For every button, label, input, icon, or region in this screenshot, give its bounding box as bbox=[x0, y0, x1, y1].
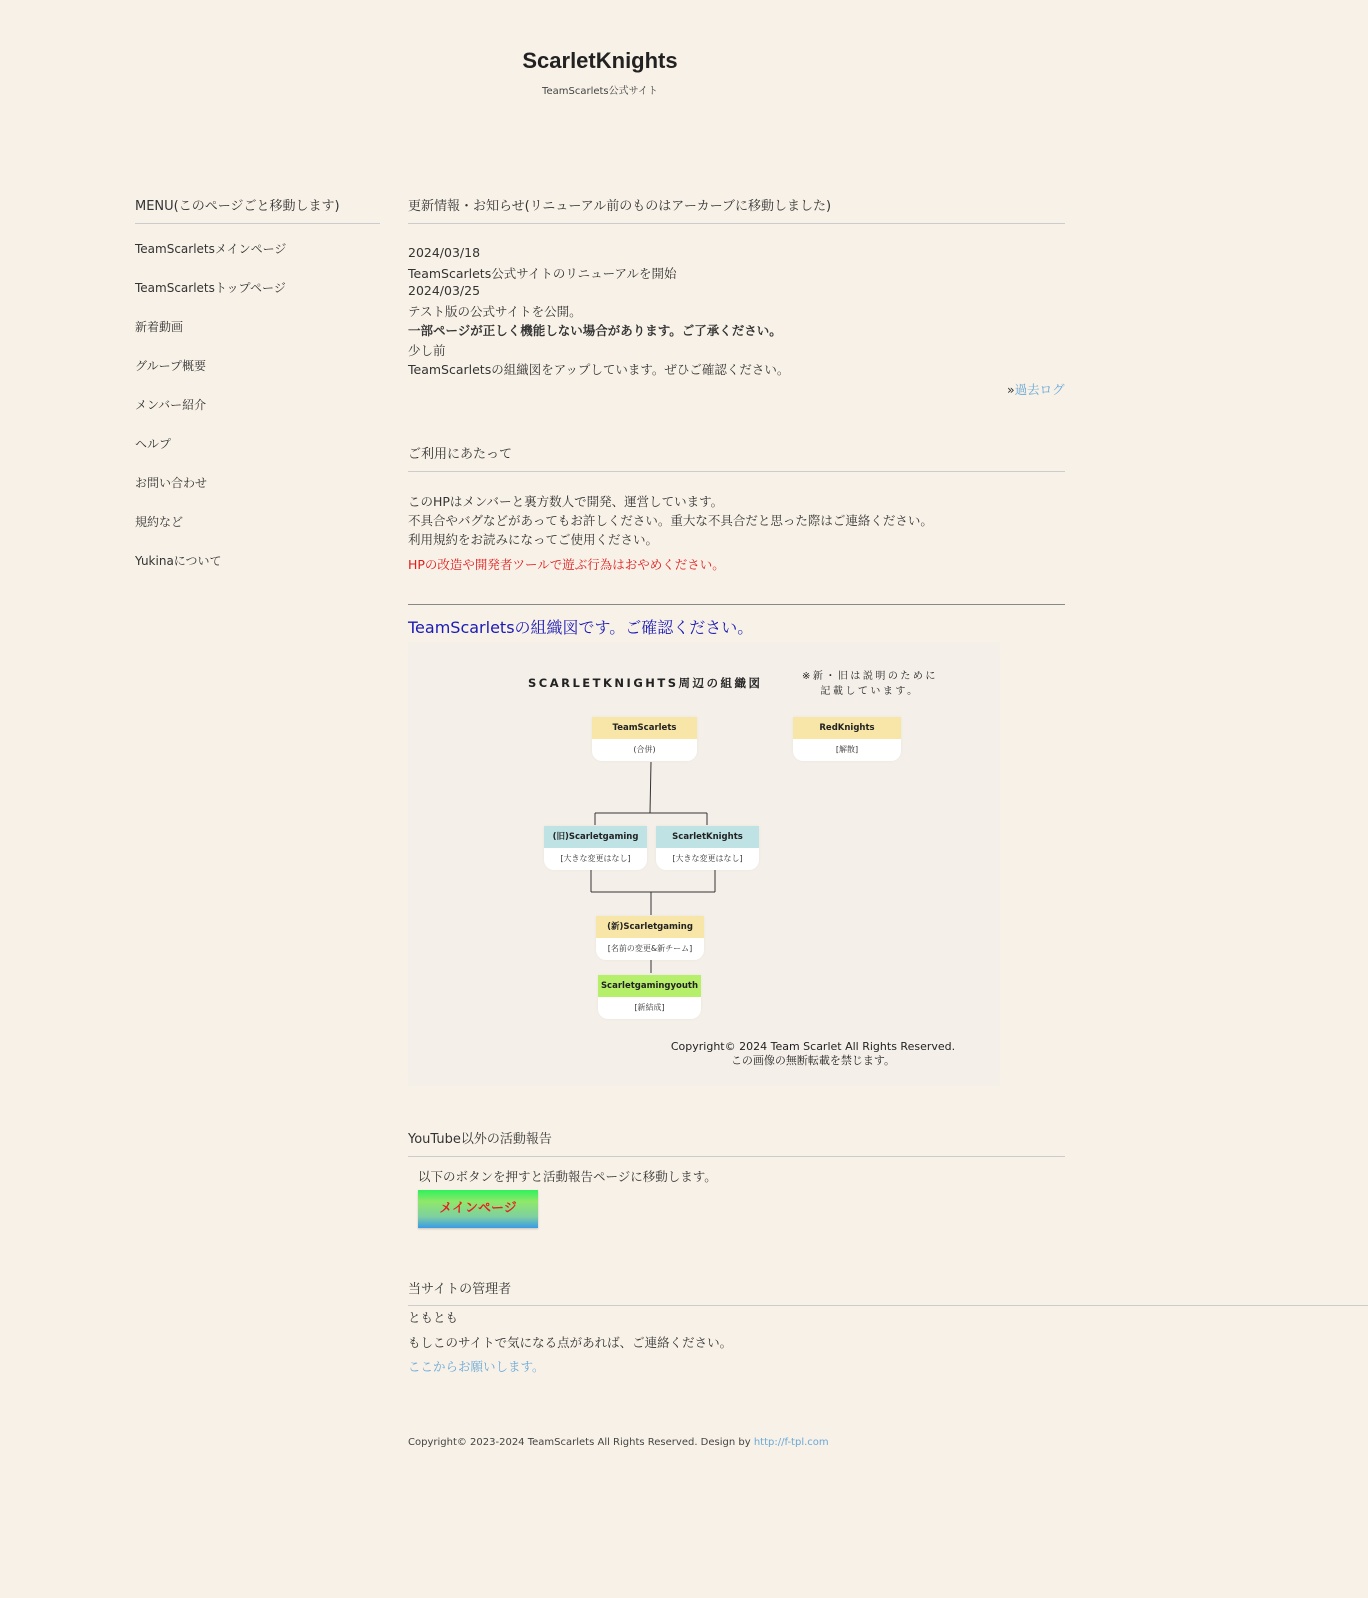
news-text: テスト版の公式サイトを公開。 bbox=[408, 304, 582, 319]
org-copyright-line: この画像の無断転載を禁じます。 bbox=[730, 1054, 896, 1067]
org-node-status: [新結成] bbox=[634, 1003, 665, 1012]
footer-copyright: Copyright© 2023-2024 TeamScarlets All Rights Reserved. Design by bbox=[408, 1437, 754, 1448]
org-node-name: (旧)Scarletgaming bbox=[544, 826, 647, 848]
admin-name: ともとも bbox=[408, 1310, 459, 1325]
org-node-name: RedKnights bbox=[793, 717, 901, 739]
org-chart-image bbox=[408, 642, 1000, 1086]
sidebar-item-new-videos[interactable]: 新着動画 bbox=[135, 320, 184, 334]
org-node-name: TeamScarlets bbox=[592, 717, 697, 739]
org-heading: TeamScarletsの組織図です。ご確認ください。 bbox=[408, 618, 754, 637]
activity-section-title: YouTube以外の活動報告 bbox=[408, 1128, 1065, 1157]
org-node-status: [解散] bbox=[835, 745, 859, 754]
site-subtitle: TeamScarlets公式サイト bbox=[542, 86, 658, 97]
admin-section-title: 当サイトの管理者 bbox=[408, 1282, 512, 1297]
archive-link-row bbox=[1007, 380, 1065, 398]
org-node-new-scarletgaming bbox=[596, 916, 704, 960]
org-node-redknights bbox=[793, 717, 901, 761]
news-date: 2024/03/25 bbox=[408, 283, 481, 298]
sidebar-item-help[interactable]: ヘルプ bbox=[135, 437, 172, 451]
org-node-status: [名前の変更&新チーム] bbox=[607, 944, 693, 953]
org-node-status: (合併) bbox=[633, 745, 656, 754]
news-warning: 一部ページが正しく機能しない場合があります。ご了承ください。 bbox=[408, 323, 782, 338]
org-node-name: ScarletKnights bbox=[656, 826, 759, 848]
org-note-line: 記載しています。 bbox=[820, 686, 920, 697]
menu-title: MENU(このページごと移動します) bbox=[135, 195, 380, 224]
site-title[interactable]: ScarletKnights bbox=[522, 48, 678, 73]
org-node-status: [大きな変更はなし] bbox=[560, 854, 631, 863]
contact-link[interactable]: ここからお願いします。 bbox=[408, 1359, 545, 1374]
org-node-scarletknights bbox=[656, 826, 759, 870]
usage-text: 不具合やバグなどがあってもお許しください。重大な不具合だと思った際はご連絡ください。 bbox=[408, 513, 933, 528]
news-text: TeamScarletsの組織図をアップしています。ぜひご確認ください。 bbox=[408, 362, 790, 377]
org-node-teamscarlets bbox=[592, 717, 697, 761]
sidebar-item-about-yukina[interactable]: Yukinaについて bbox=[135, 554, 222, 568]
news-date: 少し前 bbox=[408, 343, 446, 358]
footer bbox=[408, 1437, 829, 1448]
org-chart-title: SCARLETKNIGHTS周辺の組織図 bbox=[528, 676, 763, 690]
sidebar-item-top-page[interactable]: TeamScarletsトップページ bbox=[135, 281, 286, 295]
usage-section-title: ご利用にあたって bbox=[408, 443, 1065, 472]
org-node-name: Scarletgamingyouth bbox=[598, 975, 701, 997]
main-page-button[interactable]: メインページ bbox=[418, 1190, 538, 1228]
design-link[interactable]: http://f-tpl.com bbox=[753, 1437, 829, 1448]
org-node-old-scarletgaming bbox=[544, 826, 647, 870]
org-node-name: (新)Scarletgaming bbox=[596, 916, 704, 938]
divider bbox=[408, 1305, 1368, 1306]
usage-warning: HPの改造や開発者ツールで遊ぶ行為はおやめください。 bbox=[408, 557, 725, 572]
divider bbox=[408, 604, 1065, 605]
usage-text: 利用規約をお読みになってご使用ください。 bbox=[408, 532, 659, 547]
archive-link[interactable]: 過去ログ bbox=[1014, 382, 1065, 397]
sidebar-item-contact[interactable]: お問い合わせ bbox=[135, 476, 208, 490]
activity-text: 以下のボタンを押すと活動報告ページに移動します。 bbox=[418, 1169, 717, 1184]
news-date: 2024/03/18 bbox=[408, 245, 481, 260]
sidebar-item-main-page[interactable]: TeamScarletsメインページ bbox=[135, 242, 287, 256]
connector-line bbox=[650, 762, 651, 813]
org-node-status: [大きな変更はなし] bbox=[672, 854, 743, 863]
org-node-scarletgamingyouth bbox=[598, 975, 701, 1019]
archive-prefix: » bbox=[1007, 382, 1015, 397]
admin-text: もしこのサイトで気になる点があれば、ご連絡ください。 bbox=[408, 1335, 733, 1350]
org-chart-copyright bbox=[648, 1040, 978, 1068]
usage-text: このHPはメンバーと裏方数人で開発、運営しています。 bbox=[408, 494, 724, 509]
sidebar-item-terms[interactable]: 規約など bbox=[135, 515, 184, 529]
org-note-line: ※新・旧は説明のために bbox=[802, 671, 938, 682]
news-section-title: 更新情報・お知らせ(リニューアル前のものはアーカーブに移動しました) bbox=[408, 195, 1065, 224]
org-copyright-line: Copyright© 2024 Team Scarlet All Rights Reserved. bbox=[670, 1040, 956, 1053]
sidebar-item-group-overview[interactable]: グループ概要 bbox=[135, 359, 207, 373]
news-text: TeamScarlets公式サイトのリニューアルを開始 bbox=[408, 266, 677, 281]
sidebar-item-members[interactable]: メンバー紹介 bbox=[135, 398, 207, 412]
